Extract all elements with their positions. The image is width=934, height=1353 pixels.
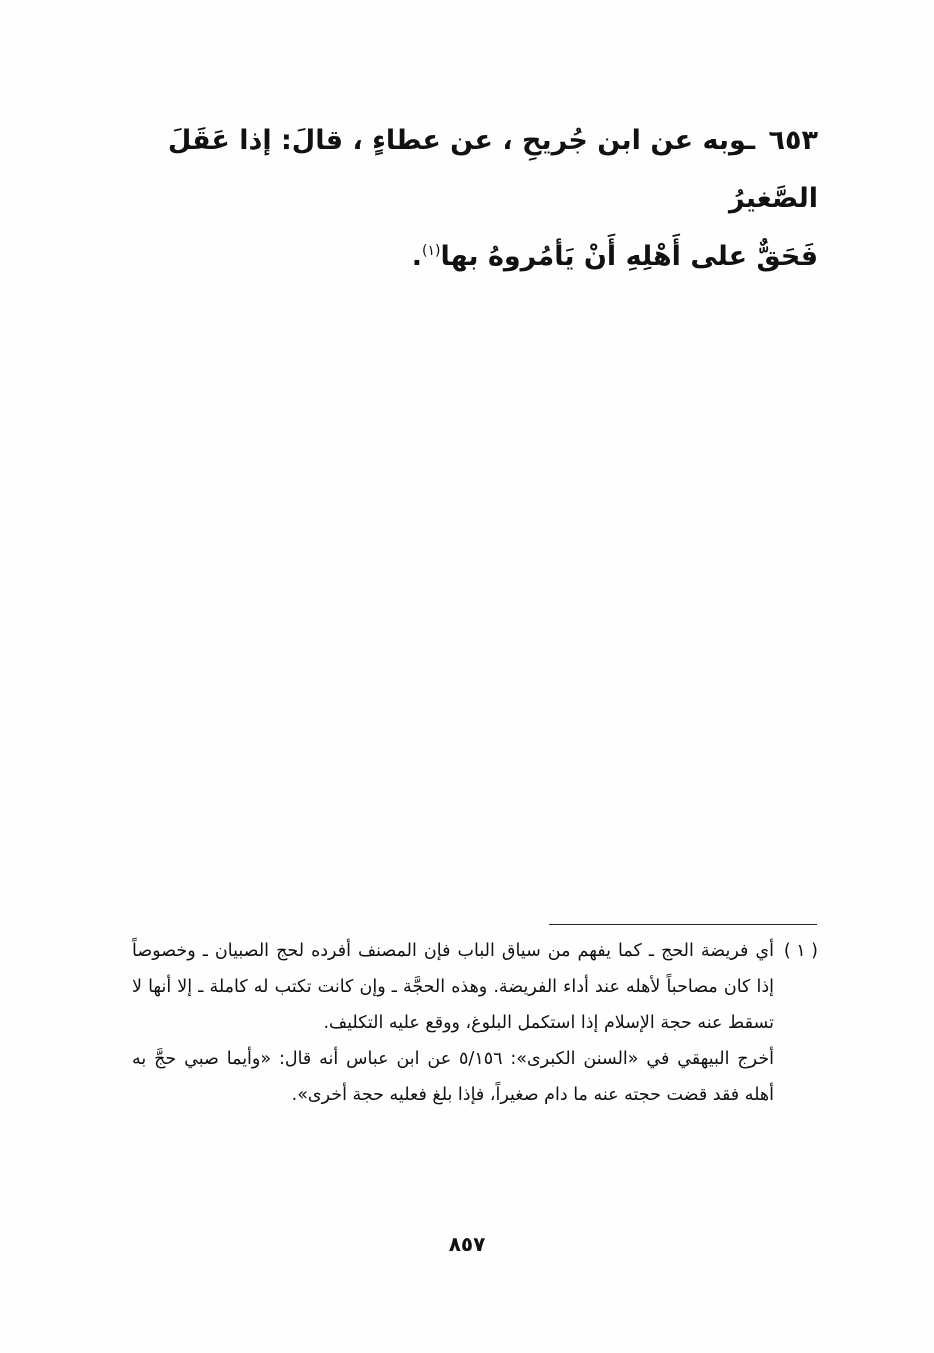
footnote-body — [132, 933, 774, 1113]
hadith-text-line-1: ـوبه عن ابن جُريحِ ، عن عطاءٍ ، قالَ: إذا عَقَلَ الصَّغيرُ — [167, 125, 818, 214]
footnote-marker: ( ١ ) — [783, 941, 818, 961]
hadith-text-line-2: فَحَقٌّ على أَهْلِهِ أَنْ يَأمُروهُ بها — [440, 241, 818, 272]
footnote-reference[interactable]: (١) — [421, 243, 441, 259]
footnote-separator — [549, 924, 817, 925]
footnote-paragraph-1: أي فريضة الحج ـ كما يفهم من سياق الباب فإن المصنف أفرده لحج الصبيان ـ وخصوصاً إذا كان مصاحباً لأهله عند أداء الفريضة. وهذه الحجَّة ـ وإن كانت تكتب له كاملة ـ إلا أنها لا تسقط عنه حجة الإسلام إذا استكمل البلوغ، ووقع عليه التكليف. — [132, 941, 774, 1033]
hadith-entry — [118, 112, 818, 286]
hadith-line-2 — [118, 228, 818, 286]
page-number: ٨٥٧ — [448, 1232, 486, 1256]
footnotes-section — [132, 933, 818, 1113]
hadith-number: ٦٥٣ — [768, 125, 818, 156]
hadith-line-1 — [118, 112, 818, 228]
hadith-end-mark: . — [411, 241, 422, 272]
footnote-paragraph-2: أخرج البيهقي في «السنن الكبرى»: ٥/١٥٦ عن ابن عباس أنه قال: «وأيما صبي حجَّ به أهله فقد قضت حجته عنه ما دام صغيراً، فإذا بلغ فعليه حجة أخرى». — [132, 1049, 774, 1105]
